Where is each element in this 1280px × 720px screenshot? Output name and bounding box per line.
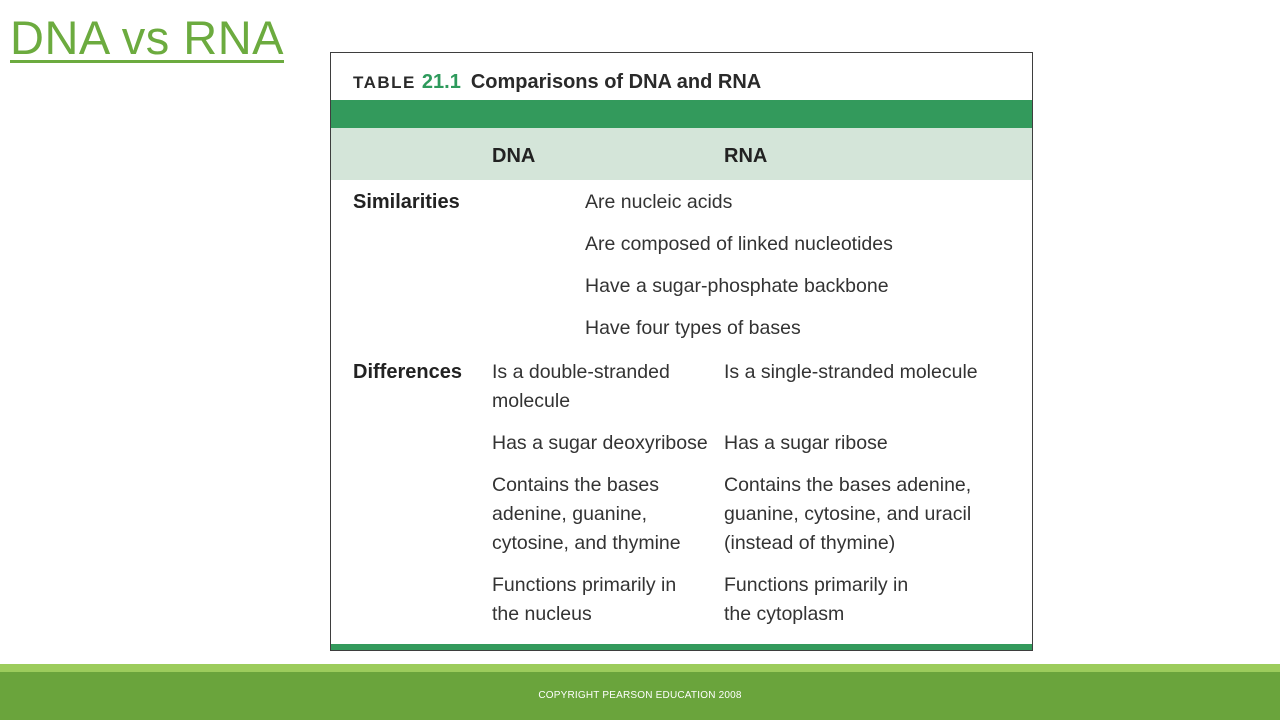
cell-line: the nucleus: [492, 603, 592, 625]
cell-line: guanine, cytosine, and uracil: [724, 503, 972, 525]
difference-dna-cell: [492, 429, 708, 458]
similarity-item: Are composed of linked nucleotides: [585, 233, 893, 255]
table-caption-text: Comparisons of DNA and RNA: [470, 71, 762, 93]
cell-line: Has a sugar deoxyribose: [492, 432, 708, 454]
row-label-differences: Differences: [353, 361, 462, 383]
cell-line: Is a double-stranded: [492, 361, 670, 383]
cell-line: Functions primarily in: [492, 574, 677, 596]
table-header-band: [331, 128, 1032, 180]
cell-line: Contains the bases: [492, 474, 659, 496]
cell-line: adenine, guanine,: [492, 503, 648, 525]
difference-rna-cell: [724, 358, 978, 387]
cell-line: molecule: [492, 390, 571, 412]
comparison-table-figure: [330, 52, 1033, 651]
slide-title[interactable]: DNA vs RNA: [10, 11, 284, 64]
difference-dna-cell: [492, 358, 670, 416]
column-header-dna: DNA: [492, 145, 536, 167]
cell-line: cytosine, and thymine: [492, 532, 681, 554]
cell-line: Is a single-stranded molecule: [724, 361, 978, 383]
cell-line: the cytoplasm: [724, 603, 845, 625]
cell-line: Contains the bases adenine,: [724, 474, 972, 496]
difference-rna-cell: [724, 429, 888, 458]
table-label: TABLE: [353, 73, 416, 92]
copyright-notice: COPYRIGHT PEARSON EDUCATION 2008: [538, 690, 742, 701]
table-bottom-band: [331, 644, 1032, 650]
difference-dna-cell: [492, 471, 681, 558]
footer-accent-strip: [0, 664, 1280, 672]
similarity-item: Have a sugar-phosphate backbone: [585, 275, 889, 297]
table-accent-band: [331, 100, 1032, 128]
cell-line: Functions primarily in: [724, 574, 909, 596]
column-header-rna: RNA: [724, 145, 768, 167]
similarity-item: Have four types of bases: [585, 317, 801, 339]
table-number: 21.1: [421, 71, 461, 93]
similarity-item: Are nucleic acids: [585, 191, 733, 213]
table-caption: [353, 71, 761, 94]
cell-line: (instead of thymine): [724, 532, 896, 554]
cell-line: Has a sugar ribose: [724, 432, 888, 454]
row-label-similarities: Similarities: [353, 191, 460, 213]
difference-rna-cell: [724, 571, 908, 629]
difference-rna-cell: [724, 471, 971, 558]
difference-dna-cell: [492, 571, 676, 629]
